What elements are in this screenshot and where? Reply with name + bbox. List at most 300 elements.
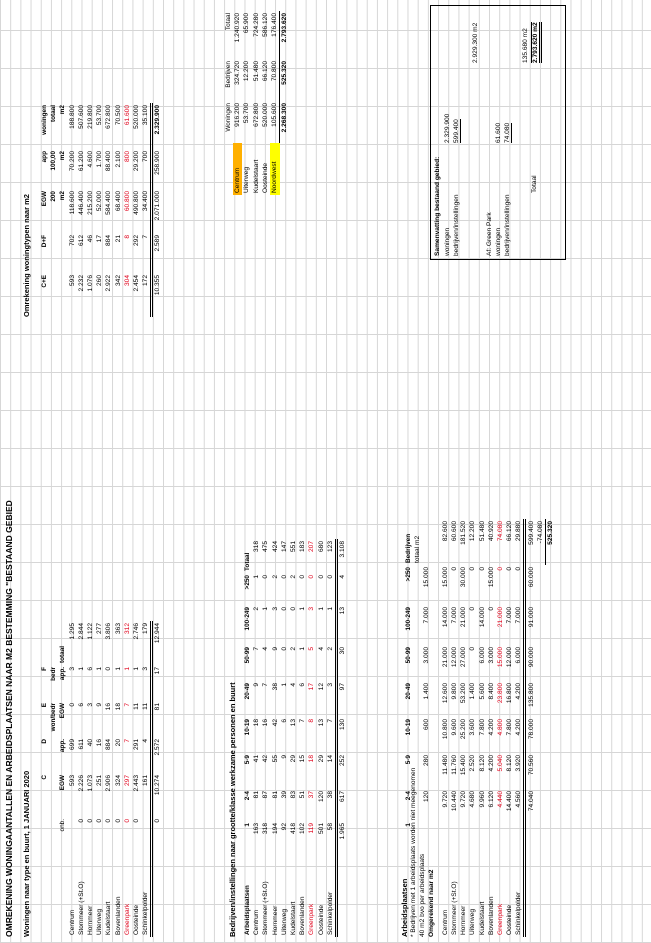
value-cell: 324 bbox=[114, 775, 122, 787]
row-name: Bovenlanden bbox=[487, 896, 495, 935]
value-cell: 4.560 bbox=[515, 791, 523, 808]
row-name: Oosteinde bbox=[317, 904, 325, 935]
row-name: Oosteinde bbox=[132, 904, 140, 935]
omrekening-letter-row bbox=[40, 103, 49, 317]
value-cell: 21.000 bbox=[441, 647, 449, 668]
value-cell: 1.073 bbox=[87, 775, 95, 792]
col-letter: app bbox=[41, 151, 49, 163]
value-cell: 501 bbox=[317, 823, 325, 835]
row-name: Greenpark bbox=[308, 903, 316, 935]
value-cell: 40 bbox=[87, 739, 95, 747]
value-cell: 2 bbox=[253, 607, 261, 611]
value-cell: 916.200 bbox=[234, 103, 242, 127]
value-cell: 7 bbox=[253, 647, 261, 651]
arbeid-heading: Arbeidsplaatsen bbox=[400, 878, 409, 937]
value-cell: 507.600 bbox=[77, 105, 85, 129]
table-row bbox=[478, 519, 487, 937]
table-row bbox=[132, 103, 141, 317]
omrekening-sub1-row bbox=[49, 103, 58, 317]
value-cell: 520.000 bbox=[261, 103, 269, 127]
spacer bbox=[525, 821, 536, 853]
factor-cell: 120 bbox=[423, 791, 431, 803]
value-cell: 14.000 bbox=[441, 607, 449, 628]
col-sub: bedr bbox=[50, 667, 58, 681]
spacer bbox=[441, 821, 450, 853]
value-cell: 29.200 bbox=[132, 151, 140, 172]
value-cell: 700 bbox=[142, 151, 150, 163]
value-cell: 551 bbox=[290, 541, 298, 553]
value-cell: 6 bbox=[299, 683, 307, 687]
value-cell: 29 bbox=[290, 755, 298, 763]
value-cell: 4.680 bbox=[469, 791, 477, 808]
value-cell: 702 bbox=[68, 235, 76, 247]
table-row bbox=[326, 539, 337, 937]
value-cell: 800 bbox=[123, 151, 131, 163]
col-sub: totaal bbox=[50, 105, 58, 123]
value-cell: 81 bbox=[271, 791, 279, 799]
value-cell: 215.200 bbox=[87, 191, 95, 215]
value-cell: 7.000 bbox=[451, 607, 459, 624]
value-cell: 1 bbox=[114, 667, 122, 671]
total-cell: 70.560 bbox=[527, 755, 535, 776]
value-cell: 21.000 bbox=[496, 607, 504, 628]
col-sub: 100,00 bbox=[50, 151, 58, 171]
value-cell: 18 bbox=[253, 719, 261, 727]
value-cell: 2.906 bbox=[105, 775, 113, 792]
value-cell: 38 bbox=[326, 791, 334, 799]
column-header: Totaal bbox=[225, 13, 233, 31]
value-cell: 446.400 bbox=[77, 191, 85, 215]
value-cell: 38 bbox=[271, 683, 279, 691]
value-cell: 9 bbox=[253, 683, 261, 687]
value-cell: 4.440 bbox=[496, 791, 504, 808]
value-cell: 12.000 bbox=[451, 647, 459, 668]
value-cell: 0 bbox=[87, 819, 95, 823]
value-cell: 18 bbox=[114, 703, 122, 711]
col-sub bbox=[49, 233, 58, 273]
row-name: Greenpark bbox=[123, 903, 131, 935]
value-cell: 4.200 bbox=[487, 719, 495, 736]
value-cell: 0 bbox=[77, 819, 85, 823]
value-cell: 147 bbox=[280, 541, 288, 553]
col-letter: woningen bbox=[41, 105, 49, 135]
col-sub: 200 bbox=[50, 191, 58, 202]
row-name: Uiterweg bbox=[469, 908, 477, 935]
column-header: 20-49 bbox=[244, 683, 252, 700]
value-cell: 4 bbox=[262, 647, 270, 651]
value-cell: 123 bbox=[326, 541, 334, 553]
bedrijven-table bbox=[243, 539, 347, 937]
omrekening-table bbox=[40, 103, 162, 317]
total-cell: 252 bbox=[338, 755, 346, 767]
row-name: Centrum bbox=[233, 143, 242, 195]
column-header: 10-19 bbox=[244, 719, 252, 736]
value-cell: 3 bbox=[271, 607, 279, 611]
arbeid-omgerekend: Omgerekend naar m2 bbox=[428, 869, 435, 937]
value-cell: 1.076 bbox=[87, 275, 95, 292]
table-row bbox=[487, 519, 496, 937]
value-cell: 58 bbox=[326, 823, 334, 831]
value-cell: 7.000 bbox=[506, 607, 514, 624]
value-cell: 15.000 bbox=[487, 567, 495, 588]
summary-total-row bbox=[280, 11, 290, 195]
table-row bbox=[86, 103, 95, 317]
value-cell: 612 bbox=[77, 235, 85, 247]
value-cell: 6.000 bbox=[515, 647, 523, 664]
value-cell: 65.900 bbox=[243, 13, 251, 34]
row-total: 181.520 bbox=[460, 521, 468, 545]
row-name: Bovenlanden bbox=[114, 896, 122, 935]
value-cell: 9 bbox=[271, 647, 279, 651]
col-sub: m2 bbox=[59, 151, 67, 161]
value-cell: 318 bbox=[262, 823, 270, 835]
column-header: 5-9 bbox=[244, 755, 252, 765]
value-cell: 0 bbox=[308, 575, 316, 579]
table-row bbox=[233, 11, 242, 195]
col-sub bbox=[49, 273, 58, 317]
spacer bbox=[422, 853, 431, 937]
column-header: 100-249 bbox=[405, 607, 413, 631]
value-cell: 179 bbox=[142, 623, 150, 635]
value-cell: 12.200 bbox=[243, 61, 251, 82]
total-cell: 2.071.000 bbox=[154, 191, 162, 221]
value-cell: 188.800 bbox=[68, 105, 76, 129]
value-cell: 11 bbox=[132, 703, 140, 710]
value-cell: 12.600 bbox=[441, 683, 449, 704]
omrekening-total-row bbox=[152, 103, 163, 317]
column-header: 2-4 bbox=[244, 791, 252, 801]
value-cell: 318 bbox=[253, 541, 261, 553]
col-sub: EGW bbox=[59, 775, 67, 791]
value-cell: 88.400 bbox=[105, 151, 113, 172]
value-cell: 584.400 bbox=[105, 191, 113, 215]
value-cell: 61.200 bbox=[77, 151, 85, 172]
factor-cell: 15.000 bbox=[423, 567, 431, 588]
value-cell: 18 bbox=[308, 755, 316, 763]
value-cell: 11.760 bbox=[451, 755, 459, 775]
value-cell: 277 bbox=[96, 623, 104, 635]
value-cell: 475 bbox=[262, 541, 270, 553]
value-cell: 13 bbox=[290, 719, 298, 727]
value-cell: 7 bbox=[123, 739, 131, 743]
value-cell: 15.000 bbox=[496, 647, 504, 668]
value-cell: 0 bbox=[469, 607, 477, 611]
value-cell: 2 bbox=[290, 575, 298, 579]
table-row bbox=[496, 519, 505, 937]
spacer bbox=[478, 821, 487, 853]
value-cell: 4.200 bbox=[487, 755, 495, 772]
value-cell: 586.120 bbox=[261, 13, 269, 37]
value-cell: 0 bbox=[280, 575, 288, 579]
table-row bbox=[114, 621, 123, 937]
value-cell: 30.000 bbox=[460, 567, 468, 588]
value-cell: 1.400 bbox=[469, 683, 477, 700]
table-row bbox=[123, 103, 132, 317]
value-cell: 0 bbox=[132, 819, 140, 823]
value-cell: 6 bbox=[87, 667, 95, 671]
value-cell: 1 bbox=[326, 607, 334, 611]
total-cell: 10.274 bbox=[154, 775, 162, 796]
value-cell: 15 bbox=[299, 755, 307, 763]
table-row bbox=[77, 621, 86, 937]
value-cell: 1 bbox=[132, 667, 140, 671]
value-cell: 8.400 bbox=[487, 683, 495, 700]
table-row bbox=[95, 621, 104, 937]
col-letter: D bbox=[41, 739, 49, 744]
value-cell: 4 bbox=[290, 683, 298, 687]
value-cell: 11.480 bbox=[441, 755, 449, 775]
factor-cell: 7.000 bbox=[423, 607, 431, 624]
value-cell: 105.600 bbox=[271, 103, 279, 127]
total-cell: 10.355 bbox=[154, 275, 162, 296]
value-cell: 1.122 bbox=[87, 623, 95, 640]
value-cell: 9.960 bbox=[478, 791, 486, 808]
value-cell: 3.920 bbox=[515, 755, 523, 772]
spacer bbox=[505, 821, 514, 853]
value-cell: 611 bbox=[77, 739, 85, 750]
value-cell: 4.200 bbox=[515, 683, 523, 700]
value-cell: 9.720 bbox=[441, 791, 449, 808]
row-name: Uiterweg bbox=[280, 908, 288, 935]
col-sub bbox=[49, 773, 58, 817]
table-row bbox=[104, 103, 113, 317]
row-name: Kudelstaart bbox=[290, 901, 298, 935]
spacer bbox=[468, 821, 477, 853]
value-cell: 3.000 bbox=[487, 647, 495, 664]
table-row bbox=[141, 103, 152, 317]
value-cell: 2 bbox=[326, 647, 334, 651]
table-row bbox=[468, 519, 477, 937]
value-cell: 520.000 bbox=[132, 105, 140, 129]
value-cell: 0 bbox=[487, 607, 495, 611]
total-cell: 12.944 bbox=[154, 623, 162, 644]
table-row bbox=[141, 621, 152, 937]
row-name: Centrum bbox=[253, 909, 261, 935]
value-cell: 51 bbox=[299, 791, 307, 799]
spacer bbox=[450, 821, 459, 853]
value-cell: 15.000 bbox=[441, 567, 449, 588]
value-cell: 16 bbox=[105, 703, 113, 711]
value-cell: 2.454 bbox=[132, 275, 140, 292]
col-sub: app. bbox=[59, 739, 67, 753]
value-cell: 1 bbox=[123, 667, 131, 671]
value-cell: 672.800 bbox=[252, 103, 260, 127]
table-row bbox=[289, 539, 298, 937]
sv-af-bedrijven-val: 74.080 bbox=[504, 122, 511, 143]
total-cell: 97 bbox=[338, 683, 346, 691]
table-row bbox=[459, 519, 468, 937]
column-header: 2-4 bbox=[405, 791, 413, 801]
row-total: 51.480 bbox=[478, 521, 486, 542]
sv-woningen-val: 2.329.900 bbox=[444, 113, 451, 143]
sv-af-label: Af: Green Park bbox=[486, 212, 493, 256]
value-cell: 16 bbox=[262, 719, 270, 727]
arbeid-result: 525.320 bbox=[545, 519, 555, 565]
value-cell: 0 bbox=[114, 819, 122, 823]
table-row bbox=[441, 519, 450, 937]
value-cell: 3 bbox=[142, 667, 150, 671]
value-cell: 3.806 bbox=[105, 623, 113, 640]
value-cell: 0 bbox=[506, 567, 514, 571]
value-cell: 3 bbox=[308, 607, 316, 611]
value-cell: 0 bbox=[478, 567, 486, 571]
column-header: 5-9 bbox=[405, 755, 413, 765]
total-cell: 0 bbox=[154, 819, 162, 823]
value-cell: 7.000 bbox=[515, 607, 523, 624]
row-total: 82.600 bbox=[441, 521, 449, 542]
value-cell: 699 bbox=[68, 739, 76, 751]
arbeid-table bbox=[404, 519, 555, 937]
value-cell: 1 bbox=[262, 607, 270, 611]
row-name: Stommeer (+St.O) bbox=[262, 881, 270, 935]
col-letter: F bbox=[41, 667, 49, 671]
value-cell: 2.520 bbox=[469, 755, 477, 772]
row-name: Uiterweg bbox=[243, 166, 251, 193]
value-cell: 9.720 bbox=[460, 791, 468, 808]
value-cell: 219.800 bbox=[87, 105, 95, 129]
value-cell: 2.226 bbox=[77, 775, 85, 792]
value-cell: 46 bbox=[87, 235, 95, 243]
value-cell: 5.600 bbox=[478, 683, 486, 700]
total-cell: 130 bbox=[338, 719, 346, 731]
value-cell: 172 bbox=[142, 275, 150, 287]
value-cell: 0 bbox=[317, 575, 325, 579]
value-cell: 0 bbox=[105, 667, 113, 671]
row-name: Schinkelpolder bbox=[326, 891, 334, 935]
total-cell: 2.572 bbox=[154, 739, 162, 756]
value-cell: 260 bbox=[96, 275, 104, 287]
value-cell: 21.000 bbox=[460, 607, 468, 628]
factor-cell: 1.400 bbox=[423, 683, 431, 700]
row-total: 60.600 bbox=[451, 521, 459, 542]
value-cell: 418 bbox=[290, 823, 298, 835]
total-cell: 13 bbox=[338, 607, 346, 615]
col-sub: EGW bbox=[59, 703, 67, 719]
value-cell: 0 bbox=[326, 575, 334, 579]
bedrijven-header-row bbox=[243, 539, 252, 937]
value-cell bbox=[68, 817, 77, 853]
value-cell: 27.000 bbox=[460, 647, 468, 668]
value-cell: 194 bbox=[271, 823, 279, 835]
total-cell: 135.800 bbox=[527, 683, 535, 707]
col-letter: E bbox=[41, 703, 49, 708]
value-cell: 0 bbox=[123, 819, 131, 823]
value-cell: 14.000 bbox=[478, 607, 486, 628]
row-name: Stommeer (+St.O) bbox=[451, 881, 459, 935]
column-header: 50-99 bbox=[244, 647, 252, 664]
col-sub bbox=[58, 233, 67, 273]
value-cell: 6.000 bbox=[478, 647, 486, 664]
value-cell: 1.240.920 bbox=[234, 13, 242, 43]
table-row bbox=[86, 621, 95, 937]
value-cell: 87 bbox=[262, 791, 270, 799]
value-cell: 672.800 bbox=[105, 105, 113, 129]
value-cell: 9.600 bbox=[451, 719, 459, 736]
arbeid-factor-row bbox=[422, 519, 431, 937]
factor-cell: 600 bbox=[423, 719, 431, 731]
col-letter bbox=[40, 817, 49, 853]
sv-bedrijven-label: bedrijven/instellingen bbox=[453, 194, 460, 256]
value-cell: 207 bbox=[308, 541, 316, 553]
omrekening-sub2-row bbox=[58, 103, 67, 317]
value-cell: 593 bbox=[68, 275, 76, 287]
value-cell: 342 bbox=[114, 275, 122, 287]
total-cell: 90.000 bbox=[527, 647, 535, 668]
row-name: Stommeer (+St.O) bbox=[77, 881, 85, 935]
value-cell: 7 bbox=[262, 683, 270, 687]
value-cell: 3 bbox=[68, 667, 76, 671]
value-cell: 2.443 bbox=[132, 775, 140, 792]
woningen-sub1-row bbox=[49, 621, 58, 937]
value-cell: 251 bbox=[96, 775, 104, 787]
value-cell: 119 bbox=[308, 823, 316, 834]
row-name: Oosteinde bbox=[506, 904, 514, 935]
value-cell: 2.232 bbox=[77, 275, 85, 292]
value-cell: 17 bbox=[308, 683, 316, 691]
minus-greenpark: -74.080 bbox=[536, 521, 544, 544]
total-cell: 258.900 bbox=[154, 151, 162, 175]
value-cell: 4.200 bbox=[515, 719, 523, 736]
value-cell: 0 bbox=[469, 647, 477, 651]
row-name: Oosteinde bbox=[261, 162, 269, 193]
col-sub: m2 bbox=[59, 105, 67, 115]
row-name: Schinkelpolder bbox=[515, 891, 523, 935]
value-cell: 7 bbox=[142, 235, 150, 239]
value-cell: 66.120 bbox=[261, 61, 269, 82]
value-cell: 363 bbox=[114, 623, 122, 635]
sv-af-bedrijven-label: bedrijven/instellingen bbox=[504, 194, 511, 256]
value-cell: 17 bbox=[96, 235, 104, 243]
table-row bbox=[298, 539, 307, 937]
value-cell: 52.000 bbox=[96, 191, 104, 212]
total-cell: 91.000 bbox=[527, 607, 535, 628]
value-cell: 25.200 bbox=[460, 719, 468, 740]
row-total: 74.080 bbox=[496, 521, 504, 542]
value-cell: 102 bbox=[299, 823, 307, 835]
spacer bbox=[514, 821, 525, 853]
value-cell: 53.700 bbox=[96, 105, 104, 126]
total-cell: 1.965 bbox=[338, 823, 346, 840]
value-cell: 2.922 bbox=[105, 275, 113, 292]
value-cell: 16 bbox=[96, 739, 104, 747]
row-name: Schinkelpolder bbox=[142, 891, 150, 935]
value-cell: 176.400 bbox=[271, 13, 279, 37]
woningen-sub2-row bbox=[58, 621, 67, 937]
value-cell: 34.400 bbox=[142, 191, 150, 212]
spacer bbox=[404, 853, 413, 937]
value-cell: 9.800 bbox=[451, 683, 459, 700]
value-cell: 291 bbox=[132, 739, 140, 751]
column-header: >250 bbox=[244, 575, 252, 590]
sv-sum1: 2.929.300 m2 bbox=[472, 22, 479, 63]
row-name: Greenpark bbox=[496, 903, 504, 935]
value-cell: 3.600 bbox=[469, 719, 477, 736]
table-row bbox=[261, 11, 270, 195]
value-cell: 1 bbox=[299, 607, 307, 611]
table-row bbox=[271, 539, 280, 937]
value-cell: 1 bbox=[280, 683, 288, 687]
total-cell: 2.793.620 bbox=[280, 11, 290, 59]
value-cell: 0 bbox=[96, 819, 104, 823]
col-letter: C+E bbox=[41, 275, 49, 288]
value-cell: 4.600 bbox=[87, 151, 95, 168]
column-header: Totaal bbox=[244, 552, 252, 571]
value-cell: 5.040 bbox=[496, 755, 504, 772]
table-row bbox=[252, 539, 261, 937]
column-header: Woningen bbox=[225, 103, 233, 132]
value-cell: 7 bbox=[326, 719, 334, 723]
value-cell: 68.400 bbox=[114, 191, 122, 212]
